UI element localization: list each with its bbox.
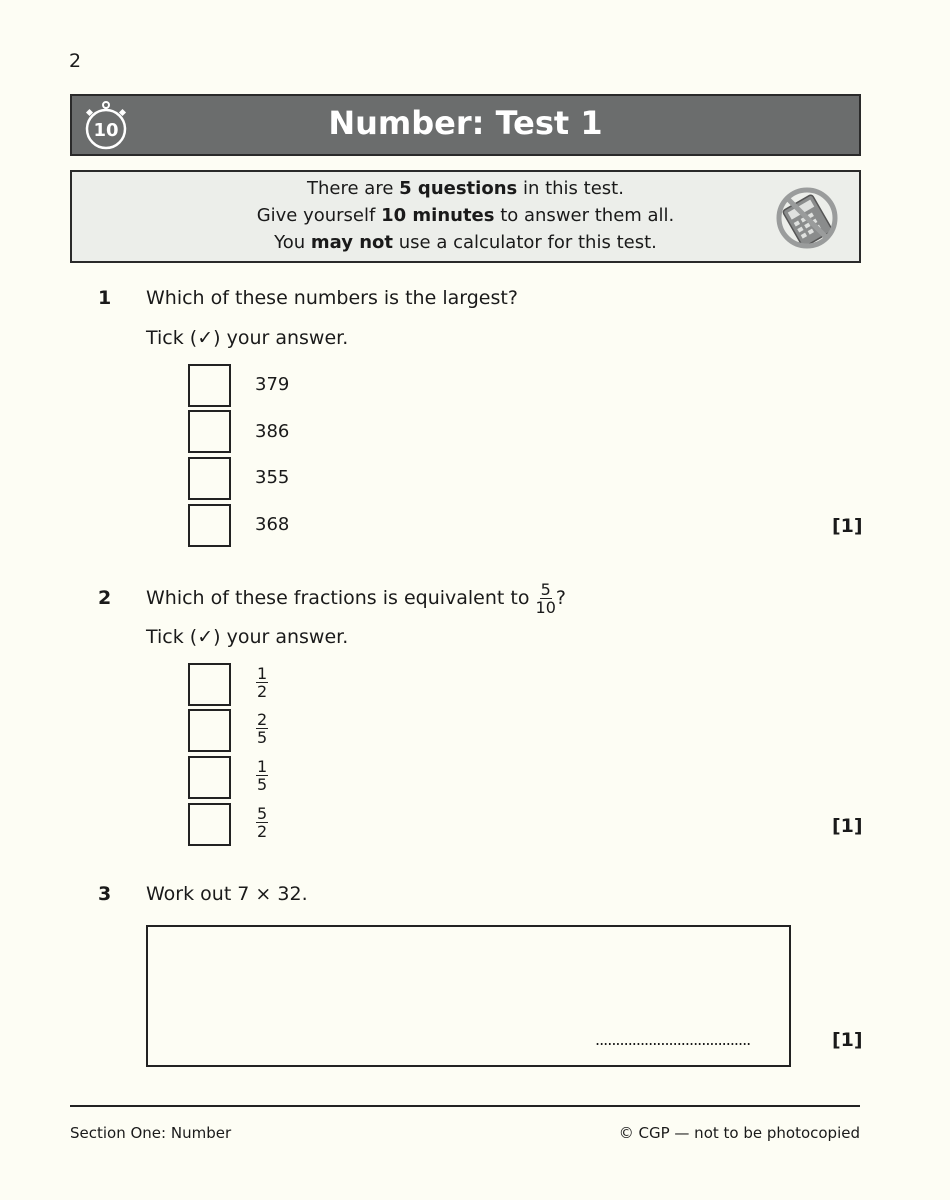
instructions-box: [70, 170, 861, 263]
q1-option-1-label: 379: [255, 374, 290, 395]
q1-marks: [1]: [832, 515, 863, 537]
question-2-instruction: Tick (✓) your answer.: [146, 626, 349, 648]
q3-answer-line[interactable]: ......................................: [595, 1030, 751, 1049]
timer-minutes: 10: [93, 120, 119, 141]
q2-option-3-checkbox[interactable]: [188, 756, 231, 799]
footer-copyright: © CGP — not to be photocopied: [618, 1124, 860, 1142]
q2-option-2-checkbox[interactable]: [188, 709, 231, 752]
q1-option-3-checkbox[interactable]: [188, 457, 231, 500]
q2-marks: [1]: [832, 815, 863, 837]
test-header: [70, 94, 861, 156]
info-line-2: Give yourself 10 minutes to answer them all.: [256, 205, 675, 226]
q1-option-4-checkbox[interactable]: [188, 504, 231, 547]
question-3-number: 3: [98, 883, 112, 905]
q2-option-3-label: $\frac{1}{5}$: [257, 757, 268, 794]
question-2-number: 2: [98, 587, 112, 609]
q2-option-4-checkbox[interactable]: [188, 803, 231, 846]
q1-option-2-checkbox[interactable]: [188, 410, 231, 453]
q1-option-3-label: 355: [255, 467, 290, 488]
q2-target-fraction: $\frac{5}{10}$: [535, 580, 556, 617]
page-number: 2: [69, 50, 82, 72]
question-1-instruction: Tick (✓) your answer.: [146, 327, 349, 349]
question-1-number: 1: [98, 287, 112, 309]
q2-option-1-checkbox[interactable]: [188, 663, 231, 706]
footer-section: Section One: Number: [70, 1124, 232, 1142]
q1-option-1-checkbox[interactable]: [188, 364, 231, 407]
question-3-text: Work out 7 × 32.: [146, 883, 308, 905]
q1-option-4-label: 368: [255, 514, 290, 535]
q1-option-2-label: 386: [255, 421, 290, 442]
question-2-text: Which of these fractions is equivalent to $\frac{5}{10}$ ?: [146, 580, 566, 617]
footer-divider: [70, 1105, 860, 1107]
page-title: Number: Test 1: [328, 104, 603, 142]
no-calculator-icon: [772, 182, 842, 252]
q2-option-1-label: $\frac{1}{2}$: [257, 664, 268, 701]
q2-option-4-label: $\frac{5}{2}$: [257, 804, 268, 841]
question-1-text: Which of these numbers is the largest?: [146, 287, 518, 309]
info-line-1: There are 5 questions in this test.: [307, 178, 624, 199]
q2-option-2-label: $\frac{2}{5}$: [257, 710, 268, 747]
q3-marks: [1]: [832, 1029, 863, 1051]
info-line-3: You may not use a calculator for this test.: [274, 232, 657, 253]
